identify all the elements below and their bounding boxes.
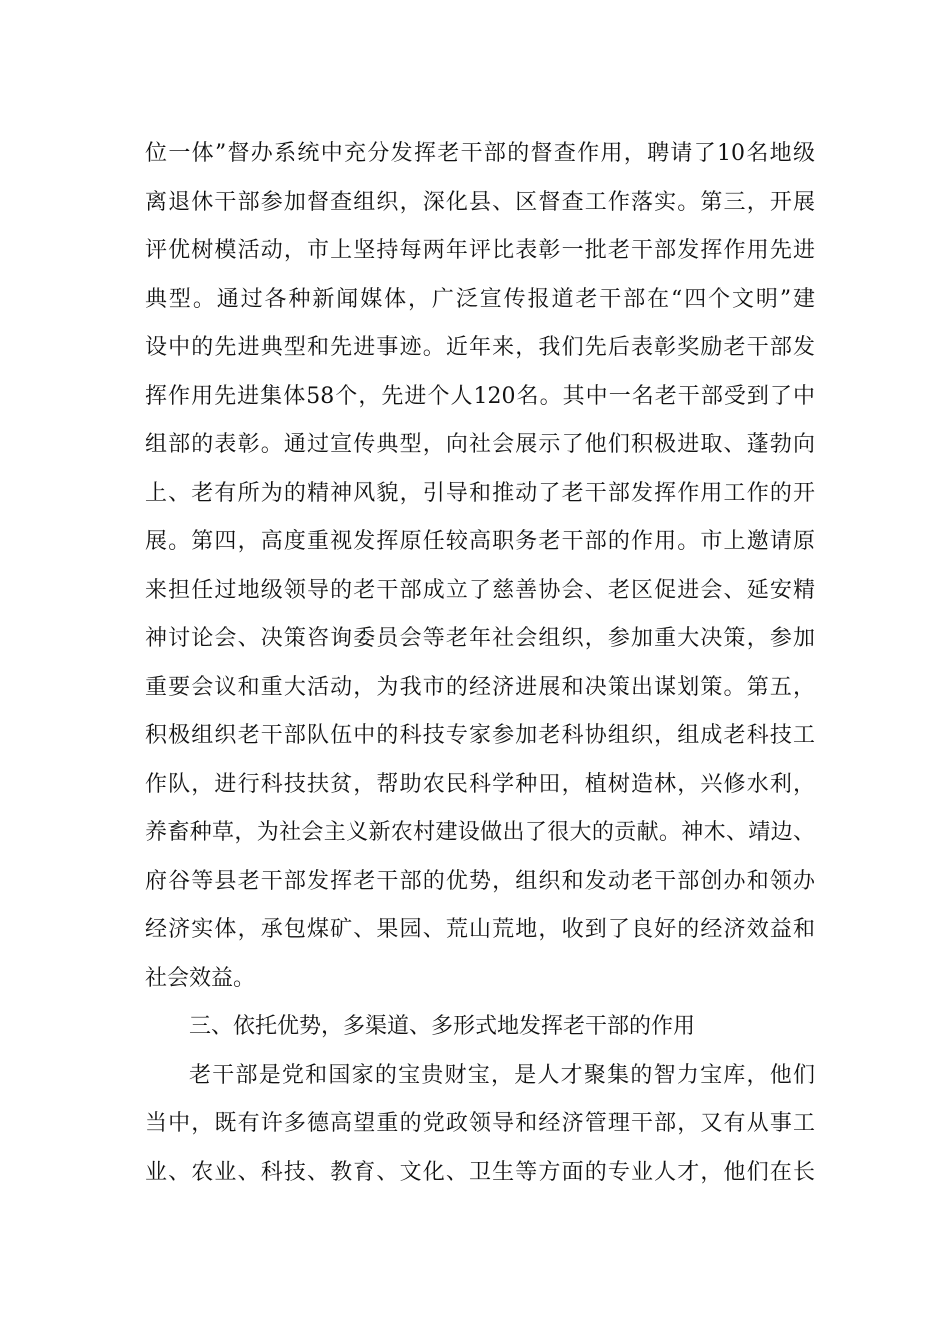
- text-line: 老干部是党和国家的宝贵财宝，是人才聚集的智力宝库，他们: [189, 1062, 815, 1088]
- text-line: 位一体”督办系统中充分发挥老干部的督查作用，聘请了10名地级: [145, 141, 815, 166]
- text-line: 经济实体，承包煤矿、果园、荒山荒地，收到了良好的经济效益和: [145, 917, 815, 942]
- text-line: 业、农业、科技、教育、文化、卫生等方面的专业人才，他们在长: [145, 1159, 815, 1185]
- text-line: 挥作用先进集体58个，先进个人120名。其中一名老干部受到了中: [145, 383, 815, 409]
- paragraph: [145, 1052, 815, 1198]
- text-line: 评优树模活动，市上坚持每两年评比表彰一批老干部发挥作用先进: [145, 238, 815, 263]
- text-line: 展。第四，高度重视发挥原任较高职务老干部的作用。市上邀请原: [145, 529, 815, 554]
- text-line: 离退休干部参加督查组织，深化县、区督查工作落实。第三，开展: [145, 189, 815, 215]
- text-line: 重要会议和重大活动，为我市的经济进展和决策出谋划策。第五，: [145, 674, 815, 700]
- text-line: 社会效益。: [145, 965, 256, 991]
- text-line: 设中的先进典型和先进事迹。近年来，我们先后表彰奖励老干部发: [145, 335, 815, 360]
- text-line: 神讨论会、决策咨询委员会等老年社会组织，参加重大决策，参加: [145, 626, 815, 651]
- text-line: 来担任过地级领导的老干部成立了慈善协会、老区促进会、延安精: [145, 577, 815, 603]
- text-line: 养畜种草，为社会主义新农村建设做出了很大的贡献。神木、靖边、: [145, 820, 815, 845]
- text-line: 积极组织老干部队伍中的科技专家参加老科协组织，组成老科技工: [145, 723, 815, 748]
- text-line: 作队，进行科技扶贫，帮助农民科学种田，植树造林，兴修水利，: [145, 771, 815, 797]
- paragraph-continuation: [145, 130, 815, 1003]
- text-line: 当中，既有许多德高望重的党政领导和经济管理干部，又有从事工: [145, 1111, 815, 1136]
- text-line: 府谷等县老干部发挥老干部的优势，组织和发动老干部创办和领办: [145, 868, 815, 894]
- text-line: 典型。通过各种新闻媒体，广泛宣传报道老干部在“四个文明”建: [145, 286, 815, 312]
- section-heading: 三、依托优势，多渠道、多形式地发挥老干部的作用: [189, 1014, 696, 1039]
- text-line: 上、老有所为的精神风貌，引导和推动了老干部发挥作用工作的开: [145, 480, 815, 506]
- document-body: [145, 130, 815, 1197]
- text-line: 组部的表彰。通过宣传典型，向社会展示了他们积极进取、蓬勃向: [145, 432, 815, 457]
